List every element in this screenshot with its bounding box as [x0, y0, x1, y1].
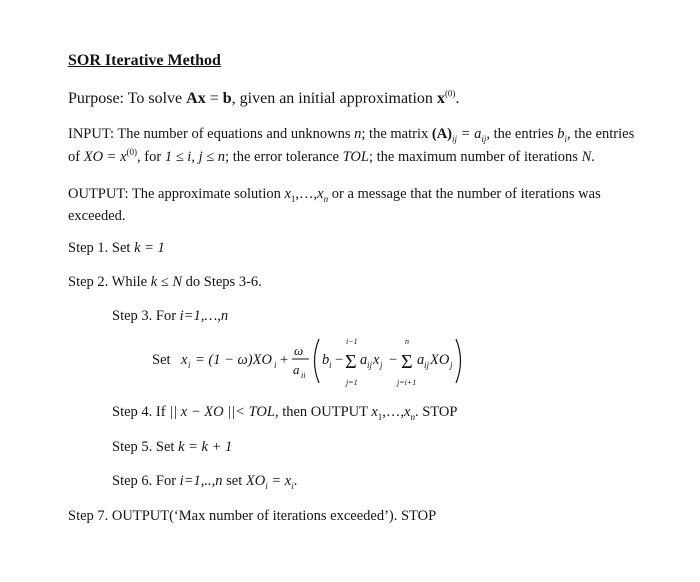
formula-sum-1: Σ: [345, 351, 357, 373]
output-text-a: OUTPUT: The approximate solution: [68, 186, 281, 202]
step-6-end: .: [293, 473, 298, 489]
formula-x: x: [181, 352, 188, 368]
formula-xo: XO: [430, 352, 450, 368]
step-6-xo-sub: i: [265, 480, 268, 491]
purpose-eq-rhs: b: [222, 90, 232, 107]
input-ij-2: ij: [481, 133, 487, 144]
step-6-x-sub: i: [291, 480, 294, 491]
input-text-b: ; the matrix: [361, 126, 429, 142]
step-6-eq2: = x: [271, 473, 292, 489]
purpose-approx-var: x: [436, 90, 445, 107]
input-range: 1 ≤ i, j ≤ n: [164, 149, 226, 165]
purpose-line: Purpose: To solve Ax = b, given an initial approximation $x^{(0)}$.: [68, 88, 460, 107]
formula-aij: a: [360, 352, 368, 368]
formula-left-paren: [315, 339, 320, 383]
input-N: N: [581, 149, 592, 165]
formula-xj-sub: j: [380, 360, 383, 370]
formula-b: b: [322, 352, 330, 368]
step-4: [112, 404, 457, 421]
formula-minus-1: −: [335, 352, 344, 368]
step-7: Step 7. OUTPUT(‘Max number of iterations exceeded’). STOP: [68, 508, 437, 524]
input-text-c: , the entries: [486, 126, 554, 142]
input-line-2: [68, 149, 595, 166]
formula-b-sub: i: [329, 360, 332, 370]
formula-aij-2-sub: ij: [424, 360, 430, 370]
output-line-1: [68, 186, 601, 203]
output-dots: ,…,: [295, 186, 318, 202]
step-4-label: Step 4. If: [112, 404, 166, 420]
step-2-rest: do Steps 3-6.: [185, 274, 262, 290]
purpose-label: Purpose: To solve: [68, 90, 183, 107]
step-1-eq: k = 1: [134, 240, 165, 256]
input-text-max: ; the maximum number of iterations: [368, 149, 578, 165]
purpose-approx-sup: (0): [444, 88, 456, 99]
input-xo: XO = x: [83, 149, 127, 165]
formula-a: a: [293, 362, 300, 377]
formula-xj: x: [373, 352, 380, 368]
formula-plus: +: [280, 352, 289, 368]
step-1-label: Step 1. Set: [68, 240, 131, 256]
formula-a-sub: ii: [301, 371, 306, 380]
step-1: [68, 240, 165, 257]
formula-xo-2-sub: j: [450, 360, 453, 370]
formula-eq: = (1 − ω)XO: [195, 352, 272, 368]
step-4-then: , then OUTPUT: [274, 404, 368, 420]
formula-omega: ω: [294, 343, 304, 358]
input-line-1: [68, 126, 634, 143]
step-4-x1: x: [371, 404, 378, 420]
step-4-subn: n: [410, 411, 415, 422]
step-6-set: set: [226, 473, 243, 489]
step-2-label: Step 2. While: [68, 274, 148, 290]
step-3-range: i=1,…,n: [179, 308, 229, 324]
input-text-tol: ; the error tolerance: [225, 149, 339, 165]
step-6-xo: XO: [245, 473, 266, 489]
purpose-eq-lhs: Ax: [186, 90, 206, 107]
formula-x-sub: i: [188, 360, 191, 370]
step-4-stop: . STOP: [414, 404, 458, 420]
step-4-norm: || x − XO ||< TOL: [169, 404, 275, 420]
step-2-cond: k ≤ N: [150, 274, 183, 290]
input-ij: ij: [452, 133, 458, 144]
input-text-d: , the entries: [566, 126, 635, 142]
formula-xo-sub: i: [274, 360, 277, 370]
formula-aij-2: a: [417, 352, 425, 368]
step-2: [68, 274, 262, 291]
formula-sum-2-bottom: j=i+1: [397, 378, 417, 387]
output-text-b: or a message that the number of iterations was: [331, 186, 601, 202]
input-b: b: [557, 126, 565, 142]
input-text-for: , for: [137, 149, 162, 165]
formula-sum-1-bottom: j=1: [346, 378, 358, 387]
sor-formula: [152, 333, 472, 389]
input-text-of: of: [68, 149, 81, 165]
output-x1: x: [284, 186, 291, 202]
output-line-2: exceeded.: [68, 208, 126, 224]
step-4-xn: x: [404, 404, 411, 420]
formula-right-paren: [456, 339, 461, 383]
step-6: [112, 473, 297, 490]
step-3-label: Step 3. For: [112, 308, 177, 324]
formula-aij-sub: ij: [367, 360, 373, 370]
input-xo-sup: (0): [126, 147, 138, 158]
step-6-label: Step 6. For: [112, 473, 177, 489]
purpose-text: , given an initial approximation: [231, 90, 433, 107]
input-matrix: (A): [431, 126, 453, 142]
output-subn: n: [323, 193, 329, 204]
formula-sum-2-top: n: [405, 337, 409, 346]
step-5-eq: k = k + 1: [178, 439, 233, 455]
step-6-range: i=1,..,n: [179, 473, 223, 489]
output-xn: x: [317, 186, 324, 202]
input-text-a: INPUT: The number of equations and unknowns: [68, 126, 351, 142]
input-eq: = a: [460, 126, 482, 142]
purpose-end: .: [455, 90, 460, 107]
input-text-end: .: [591, 149, 595, 165]
formula-set: Set: [152, 352, 171, 368]
step-5-label: Step 5. Set: [112, 439, 175, 455]
step-4-sub1: 1: [377, 411, 383, 422]
step-3: [112, 308, 228, 325]
input-tol: TOL: [342, 149, 369, 165]
output-sub1: 1: [290, 193, 296, 204]
input-b-sub: i: [564, 133, 567, 144]
formula-sum-2: Σ: [401, 351, 413, 373]
formula-minus-2: −: [389, 352, 398, 368]
step-5: [112, 439, 232, 456]
formula-sum-1-top: i−1: [346, 337, 358, 346]
step-4-dots: ,…,: [382, 404, 405, 420]
input-n: n: [354, 126, 362, 142]
page-title: SOR Iterative Method: [68, 52, 221, 69]
